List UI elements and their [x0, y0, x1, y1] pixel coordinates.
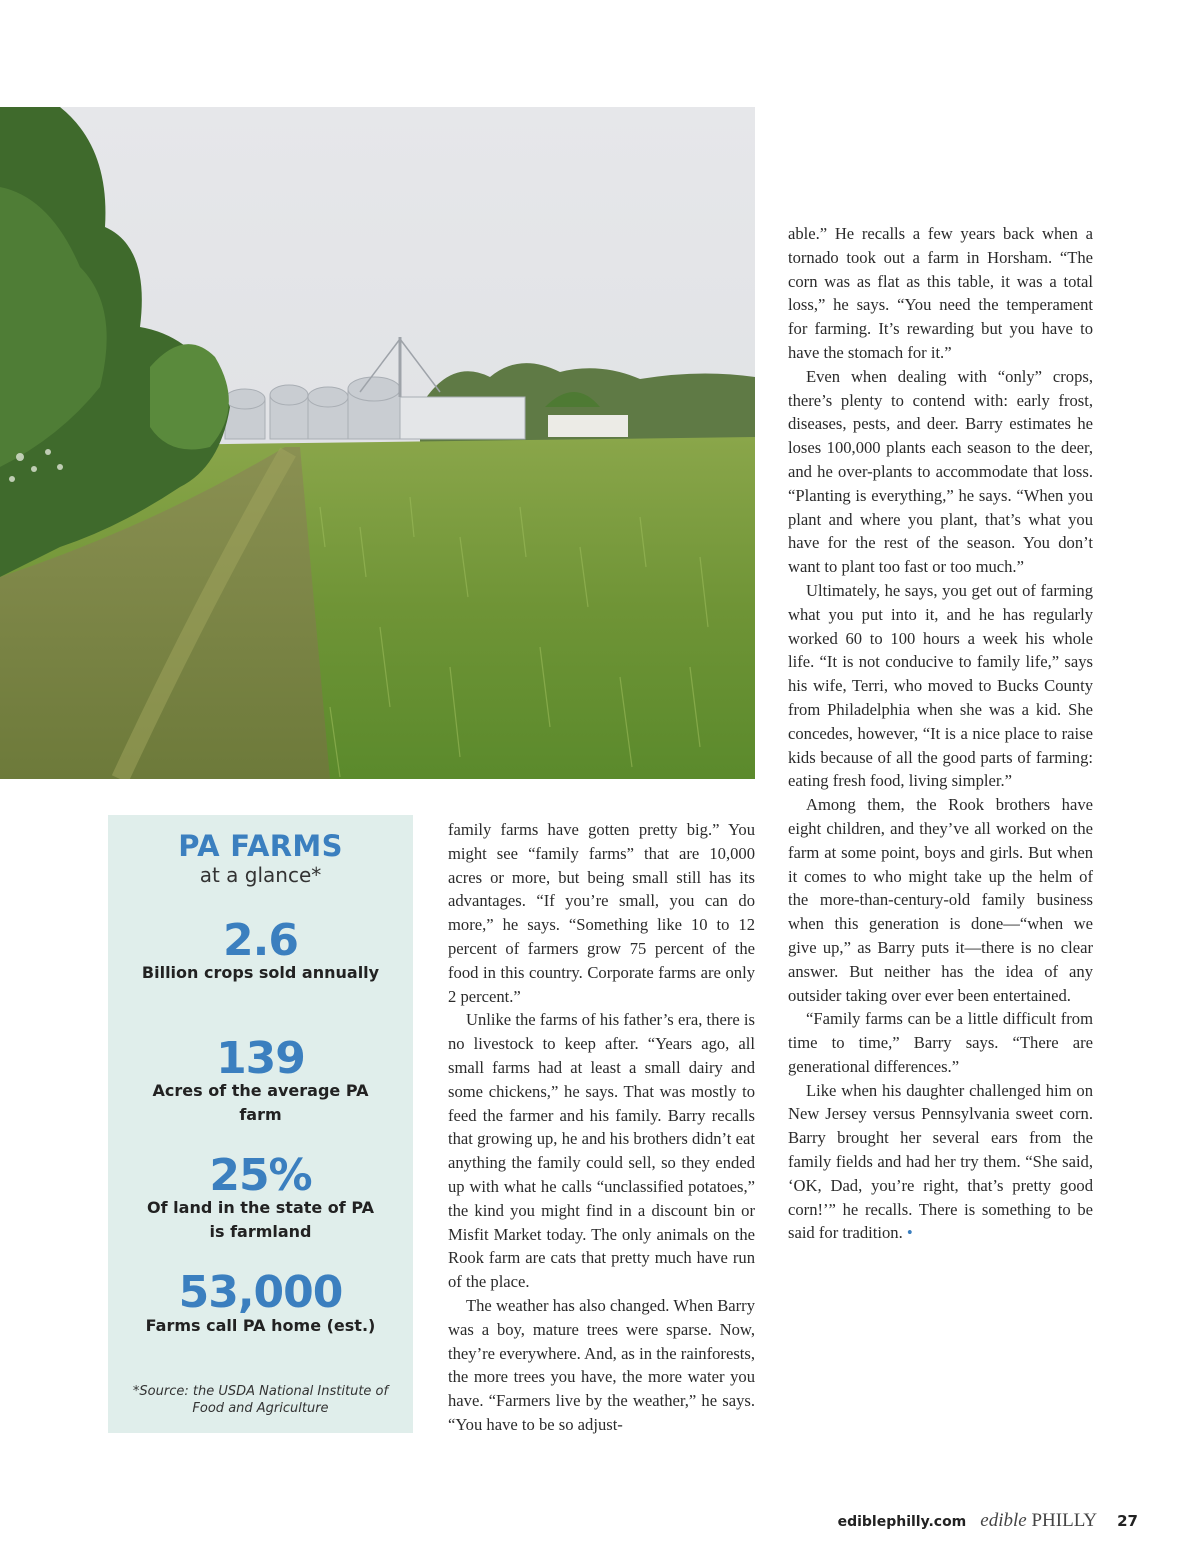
stat-label: Acres of the average PA farm: [152, 1081, 369, 1124]
pa-farms-sidebar: [108, 815, 413, 1433]
article-column-middle: [448, 818, 755, 1437]
sidebar-title: PA FARMS: [178, 829, 343, 863]
stat-label: Farms call PA home (est.): [145, 1316, 376, 1335]
stat-label: Billion crops sold annually: [141, 963, 380, 982]
article-column-right: [788, 222, 1093, 1245]
article-paragraph: Among them, the Rook brothers have eight children, and they’ve all worked on the farm at some point, boys and girls. But when it comes to who might take up the helm of the more-than-century-old family business when this generation is done—“when we give up,” as Barry puts it—there is no clear answer. But neither has the idea of any outsider taking over ever been entertained.: [788, 795, 1093, 1005]
article-paragraph: Ultimately, he says, you get out of farming what you put into it, and he has regularly worked 60 to 100 hours a week his whole life. “It is not conducive to family life,” says his wife, Terri, who moved to Bucks County from Philadelphia when she was a kid. She concedes, however, “It is a nice place to raise kids because of all the good parts of farming: eating fresh food, living simpler.”: [788, 580, 1093, 791]
farm-field-image: [0, 107, 755, 779]
brand-philly: PHILLY: [1031, 1510, 1098, 1531]
stat-value: 25%: [209, 1150, 312, 1201]
sidebar-subtitle: at a glance*: [199, 863, 322, 887]
end-mark-icon: •: [906, 1223, 913, 1243]
page-number: 27: [1117, 1512, 1138, 1530]
article-paragraph: family farms have gotten pretty big.” You might see “family farms” that are 10,000 acres or more, but being small still has its advantages. “If you’re small, you can do more,” he says. “Something like 10 to 12 percent of farmers grow 75 percent of the food in this country. Corporate farms are only 2 percent.”: [448, 820, 755, 1006]
article-paragraph: able.” He recalls a few years back when a tornado took out a farm in Horsham. “The corn was as flat as this table, it was a total loss,” he says. “You need the temperament for farming. It’s rewarding but you have to have the stomach for it.”: [788, 224, 1093, 362]
farm-photo: [0, 107, 755, 779]
stat-value: 2.6: [223, 915, 298, 966]
footer-brand: [980, 1510, 1097, 1532]
stat-value: 139: [216, 1033, 305, 1084]
article-paragraph: “Family farms can be a little difficult from time to time,” Barry says. “There are generational differences.”: [788, 1009, 1093, 1076]
sidebar-source-note: *Source: the USDA National Institute of Food and Agriculture: [132, 1384, 389, 1416]
article-paragraph: Even when dealing with “only” crops, there’s plenty to contend with: early frost, diseases, pests, and deer. Barry estimates he loses 100,000 plants each season to the deer, and he over-plants to accommodate that loss. “Planting is everything,” he says. “When you plant and where you plant, that’s what you have for the rest of the season. You don’t want to plant too fast or too much.”: [788, 366, 1093, 577]
article-paragraph-last: [788, 1079, 1093, 1246]
page-footer: [838, 1510, 1138, 1534]
stat-label: Of land in the state of PA is farmland: [147, 1198, 374, 1241]
article-paragraph-text: Like when his daughter challenged him on New Jersey versus Pennsylvania sweet corn. Barry brought her several ears from the family fields and had her try them. “She said, ‘OK, Dad, you’re right, that’s pretty good corn!’” he recalls. There is something to be said for tradition.: [788, 1080, 1093, 1243]
stat-value: 53,000: [178, 1267, 343, 1318]
footer-url: ediblephilly.com: [837, 1514, 967, 1530]
article-paragraph: The weather has also changed. When Barry was a boy, mature trees were sparse. Now, they’re everywhere. And, as in the rainforests, the more trees you have, the more water you have. “Farmers live by the weather,” he says. “You have to be so adjust-: [448, 1295, 755, 1434]
brand-edible: edible: [980, 1510, 1027, 1531]
article-paragraph: Unlike the farms of his father’s era, there is no livestock to keep after. “Years ago, all small farms had at least a small dairy and some chickens,” he says. That was mostly to feed the farmer and his family. Barry recalls that growing up, he and his brothers didn’t eat anything the family could sell, so they ended up with what he calls “unclassified potatoes,” the kind you might find in a discount bin or Misfit Market today. The only animals on the Rook farm are cats that pretty much have run of the place.: [448, 1010, 755, 1292]
